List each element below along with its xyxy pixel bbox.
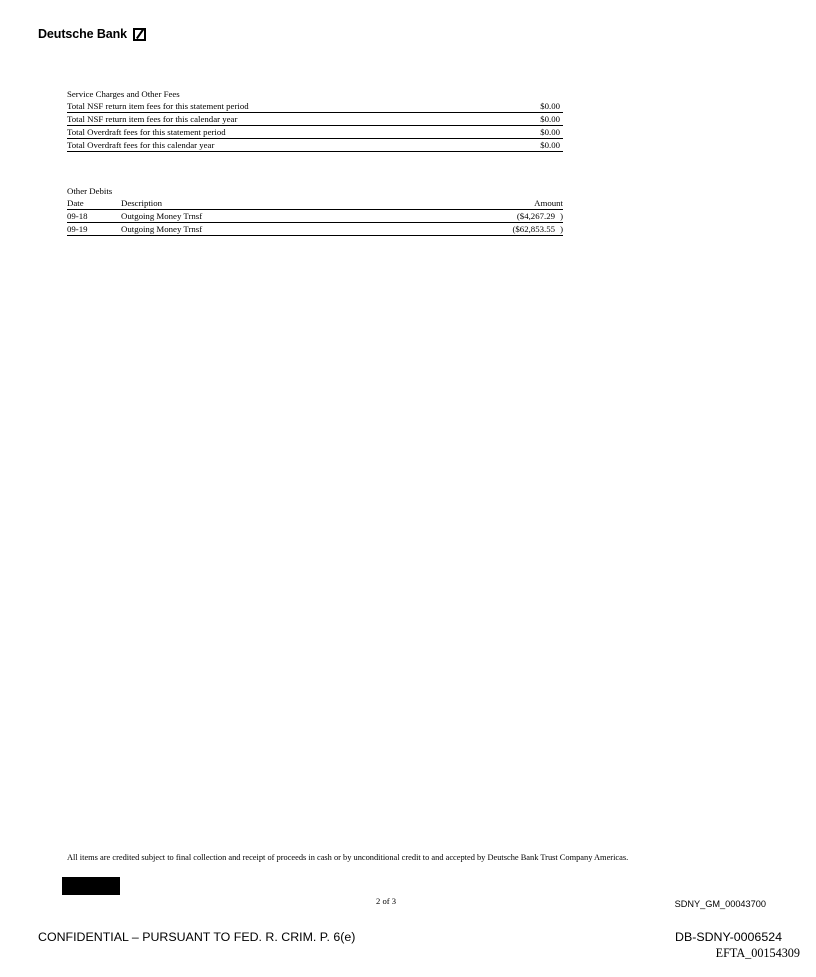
fee-amount: $0.00 xyxy=(540,127,560,137)
efta-number: EFTA_00154309 xyxy=(715,946,800,960)
deutsche-bank-slash-logo-icon xyxy=(133,28,146,41)
fee-label: Total Overdraft fees for this calendar year xyxy=(67,140,215,150)
section-title: Service Charges and Other Fees xyxy=(67,89,180,99)
fee-label: Total Overdraft fees for this statement period xyxy=(67,127,226,137)
fee-row xyxy=(67,139,563,152)
debit-date: 09-18 xyxy=(67,211,88,221)
table-row xyxy=(67,210,563,223)
bates-number: DB-SDNY-0006524 xyxy=(675,930,782,944)
fee-amount: $0.00 xyxy=(540,101,560,111)
amount-header: Amount xyxy=(534,198,563,208)
debit-amount-close: ) xyxy=(560,224,563,234)
debit-amount-close: ) xyxy=(560,211,563,221)
debit-amount xyxy=(463,224,563,235)
debit-amount-value: ($4,267.29 xyxy=(516,211,555,221)
fee-row xyxy=(67,100,563,113)
footer-note: All items are credited subject to final collection and receipt of proceeds in cash or by unconditional credit to and accepted by Deutsche Bank Trust Company Americas. xyxy=(67,853,629,862)
fee-label: Total NSF return item fees for this statement period xyxy=(67,101,249,111)
debit-description: Outgoing Money Trnsf xyxy=(121,224,203,234)
table-header xyxy=(67,197,563,210)
debit-amount-value: ($62,853.55 xyxy=(512,224,555,234)
document-id: SDNY_GM_00043700 xyxy=(674,899,766,909)
redaction-box xyxy=(62,877,120,895)
bank-logo xyxy=(38,27,146,41)
table-row xyxy=(67,223,563,236)
debit-amount xyxy=(463,211,563,222)
fee-amount: $0.00 xyxy=(540,140,560,150)
fee-amount: $0.00 xyxy=(540,114,560,124)
service-charges-section xyxy=(67,88,563,152)
debit-description: Outgoing Money Trnsf xyxy=(121,211,203,221)
page-number: 2 of 3 xyxy=(376,896,397,906)
fee-label: Total NSF return item fees for this calendar year xyxy=(67,114,238,124)
fee-row xyxy=(67,113,563,126)
bank-name: Deutsche Bank xyxy=(38,27,128,41)
fee-row xyxy=(67,126,563,139)
confidential-notice: CONFIDENTIAL – PURSUANT TO FED. R. CRIM. P. 6(e) xyxy=(38,930,356,944)
date-header: Date xyxy=(67,198,84,208)
description-header: Description xyxy=(121,198,163,208)
other-debits-section xyxy=(67,185,563,236)
debit-date: 09-19 xyxy=(67,224,88,234)
section-title: Other Debits xyxy=(67,186,113,196)
